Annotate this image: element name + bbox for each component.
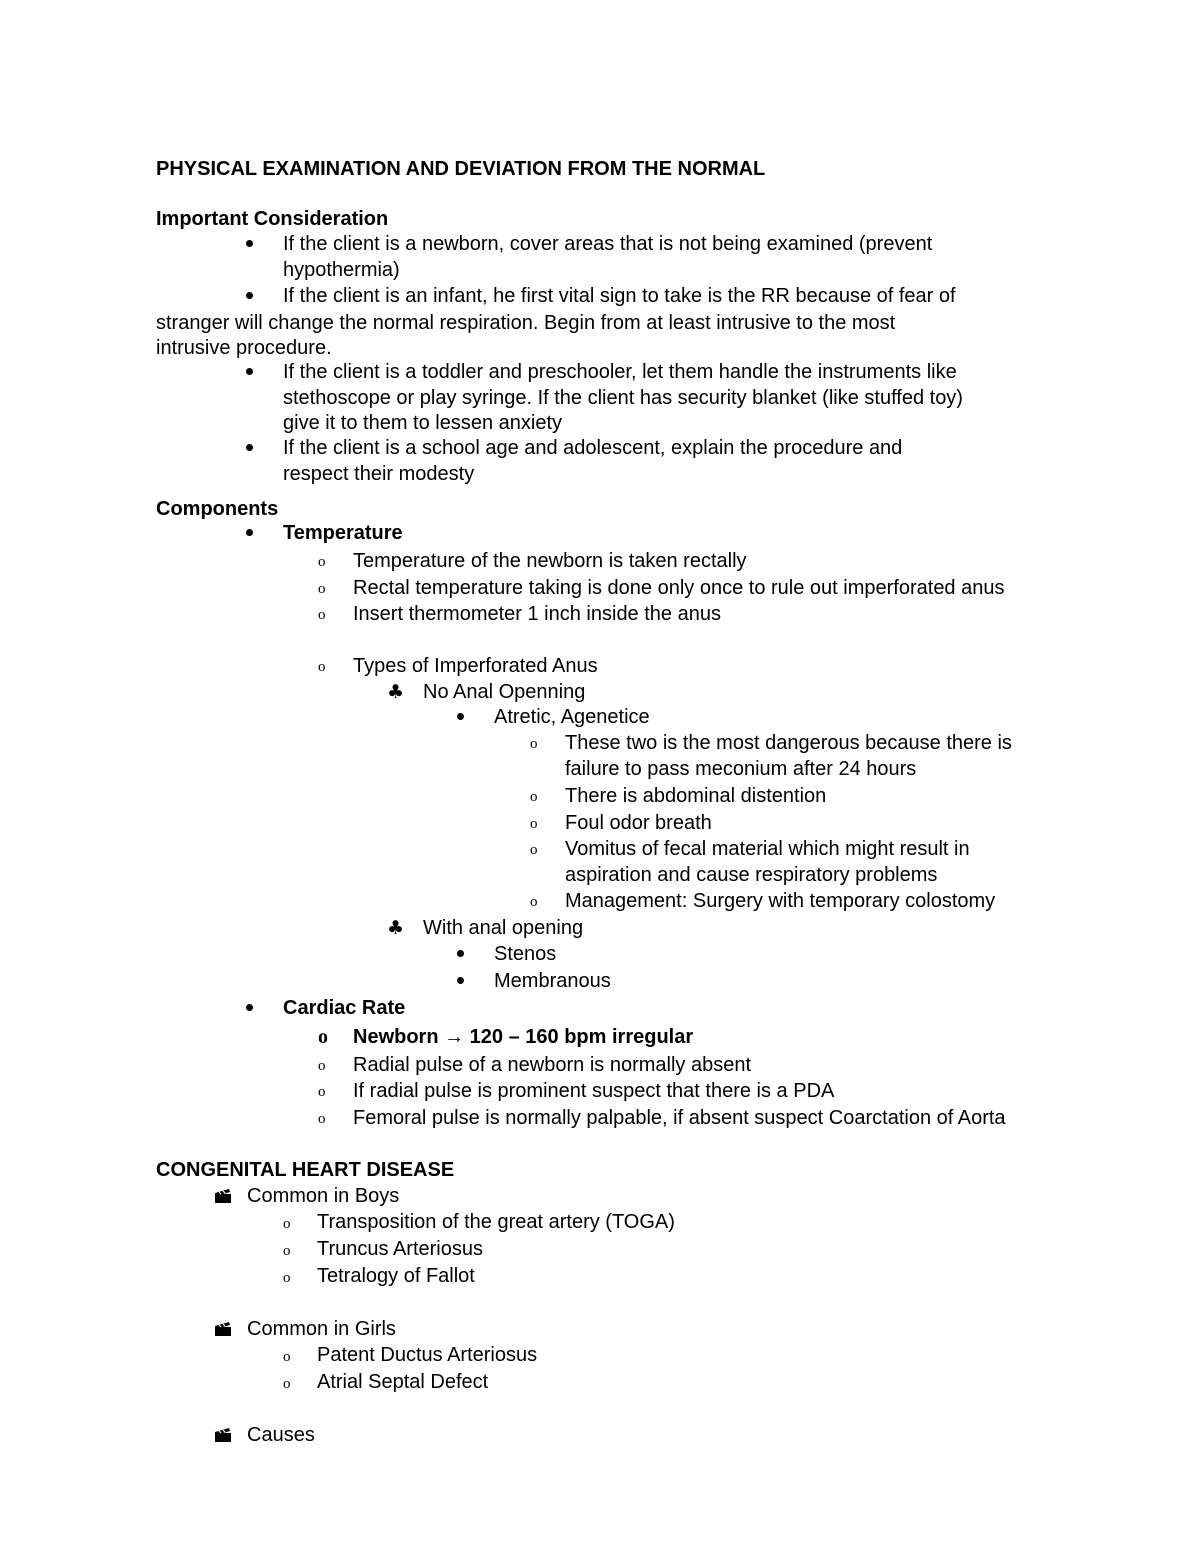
important-item-1-line-2: hypothermia) — [283, 259, 400, 281]
no-anal-detail-3: Foul odor breath — [565, 812, 712, 834]
chd-heading: CONGENITAL HEART DISEASE — [156, 1159, 455, 1181]
o-bullet-icon: o — [283, 1243, 291, 1259]
no-anal-detail-1-line-2: failure to pass meconium after 24 hours — [565, 758, 917, 780]
bullet-icon — [246, 368, 253, 375]
chd-causes-label: Causes — [247, 1424, 315, 1446]
o-bullet-icon: o — [283, 1376, 291, 1392]
o-bullet-icon: o — [318, 1111, 326, 1127]
cardiac-item-2: Radial pulse of a newborn is normally absent — [353, 1054, 751, 1076]
cardiac-item-4: Femoral pulse is normally palpable, if absent suspect Coarctation of Aorta — [353, 1107, 1006, 1129]
components-heading: Components — [156, 498, 279, 520]
important-item-4-line-1: If the client is a school age and adolescent, explain the procedure and — [283, 437, 903, 459]
clapperboard-icon — [214, 1427, 232, 1443]
temperature-item-3: Insert thermometer 1 inch inside the anus — [353, 603, 721, 625]
temperature-item-1: Temperature of the newborn is taken rectally — [353, 550, 747, 572]
with-anal-item-1: Stenos — [494, 943, 557, 965]
o-bullet-icon: o — [318, 1058, 326, 1074]
club-bullet-icon: ♣ — [387, 917, 405, 939]
bullet-icon — [457, 950, 464, 957]
o-bullet-icon: o — [283, 1216, 291, 1232]
chd-boys-item-2: Truncus Arteriosus — [317, 1238, 483, 1260]
temperature-item-2: Rectal temperature taking is done only once to rule out imperforated anus — [353, 577, 1005, 599]
o-bullet-icon: o — [318, 581, 326, 597]
bullet-icon — [246, 444, 253, 451]
no-anal-detail-4-line-1: Vomitus of fecal material which might result in — [565, 838, 970, 860]
important-item-3-line-2: stethoscope or play syringe. If the client has security blanket (like stuffed toy) — [283, 387, 963, 409]
bullet-icon — [246, 1004, 253, 1011]
o-bullet-icon: o — [283, 1270, 291, 1286]
clapperboard-icon — [214, 1188, 232, 1204]
with-anal-item-2: Membranous — [494, 970, 611, 992]
bullet-icon — [246, 292, 253, 299]
o-bullet-icon: o — [530, 842, 538, 858]
document-title: PHYSICAL EXAMINATION AND DEVIATION FROM THE NORMAL — [156, 158, 766, 180]
o-bullet-icon: o — [318, 1084, 326, 1100]
o-bullet-icon: o — [318, 659, 326, 675]
o-bullet-icon: o — [318, 554, 326, 570]
important-item-2-line-1: If the client is an infant, he first vital sign to take is the RR because of fear of — [283, 285, 956, 307]
important-item-1-line-1: If the client is a newborn, cover areas that is not being examined (prevent — [283, 233, 933, 255]
important-item-2-line-2: stranger will change the normal respiration. Begin from at least intrusive to the most — [156, 312, 896, 334]
o-bullet-icon: o — [530, 736, 538, 752]
no-anal-opening-sub: Atretic, Agenetice — [494, 706, 650, 728]
o-bullet-icon: o — [283, 1349, 291, 1365]
important-heading: Important Consideration — [156, 208, 389, 230]
bullet-icon — [246, 240, 253, 247]
no-anal-detail-4-line-2: aspiration and cause respiratory problems — [565, 864, 938, 886]
cardiac-item-1: Newborn → 120 – 160 bpm irregular — [353, 1026, 694, 1048]
temperature-label: Temperature — [283, 522, 403, 544]
o-bullet-icon: o — [318, 1026, 328, 1048]
o-bullet-icon: o — [530, 789, 538, 805]
no-anal-detail-5: Management: Surgery with temporary colostomy — [565, 890, 996, 912]
important-item-3-line-1: If the client is a toddler and preschooler, let them handle the instruments like — [283, 361, 957, 383]
chd-boys-item-1: Transposition of the great artery (TOGA) — [317, 1211, 675, 1233]
clapperboard-icon — [214, 1321, 232, 1337]
no-anal-detail-1-line-1: These two is the most dangerous because there is — [565, 732, 1012, 754]
cardiac-item-3: If radial pulse is prominent suspect that there is a PDA — [353, 1080, 835, 1102]
no-anal-detail-2: There is abdominal distention — [565, 785, 827, 807]
club-bullet-icon: ♣ — [387, 681, 405, 703]
important-item-2-line-3: intrusive procedure. — [156, 337, 332, 359]
chd-girls-label: Common in Girls — [247, 1318, 396, 1340]
chd-girls-item-1: Patent Ductus Arteriosus — [317, 1344, 538, 1366]
bullet-icon — [457, 977, 464, 984]
important-item-3-line-3: give it to them to lessen anxiety — [283, 412, 563, 434]
o-bullet-icon: o — [318, 607, 326, 623]
chd-boys-label: Common in Boys — [247, 1185, 400, 1207]
o-bullet-icon: o — [530, 894, 538, 910]
bullet-icon — [246, 529, 253, 536]
no-anal-opening-label: No Anal Openning — [423, 681, 586, 703]
temperature-item-4: Types of Imperforated Anus — [353, 655, 598, 677]
o-bullet-icon: o — [530, 816, 538, 832]
bullet-icon — [457, 713, 464, 720]
chd-boys-item-3: Tetralogy of Fallot — [317, 1265, 475, 1287]
with-anal-opening-label: With anal opening — [423, 917, 584, 939]
chd-girls-item-2: Atrial Septal Defect — [317, 1371, 489, 1393]
important-item-4-line-2: respect their modesty — [283, 463, 475, 485]
cardiac-rate-label: Cardiac Rate — [283, 997, 406, 1019]
